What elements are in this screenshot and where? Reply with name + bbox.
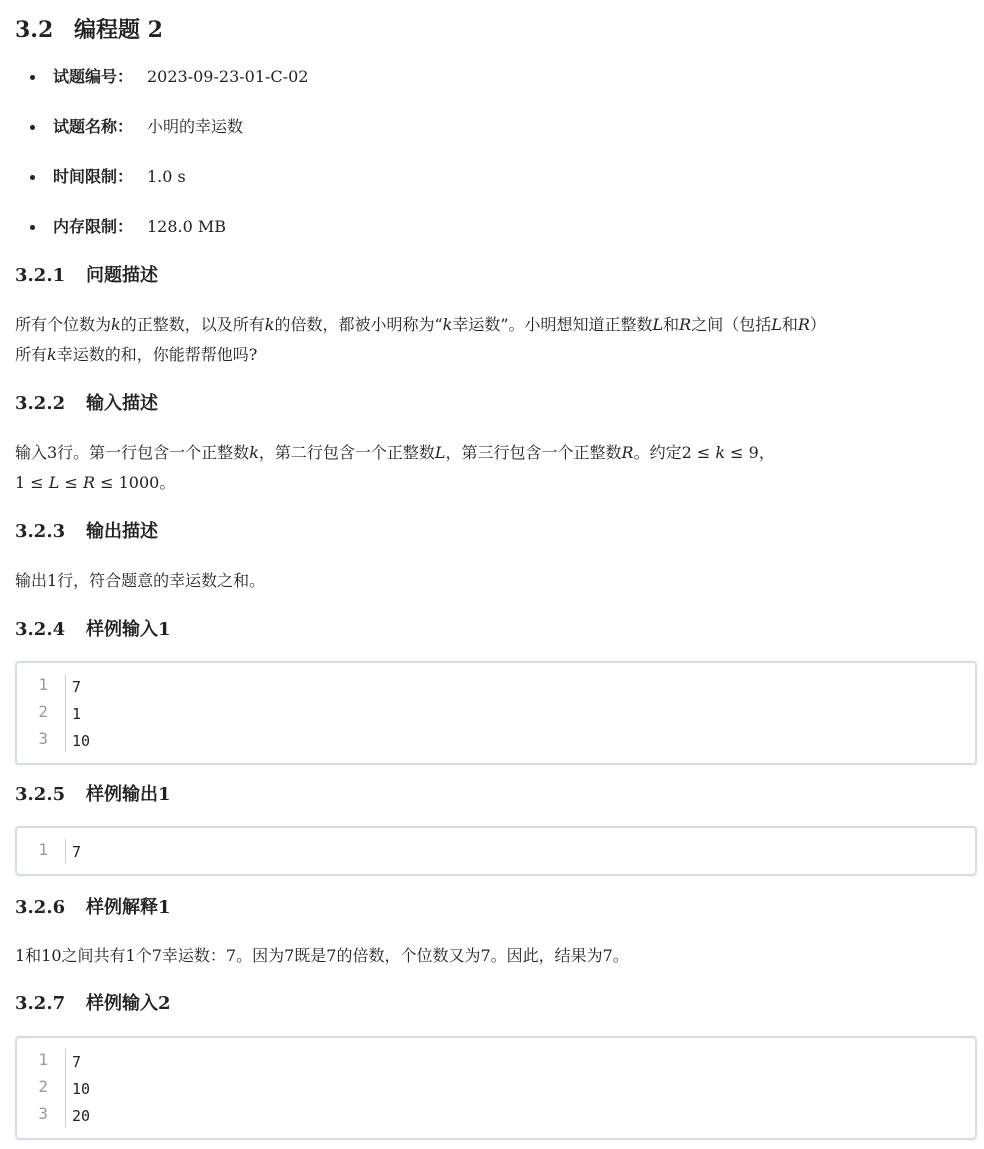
math-k: k bbox=[442, 315, 453, 334]
math-range: ≤ bbox=[59, 473, 83, 492]
section-heading bbox=[15, 14, 163, 46]
code-line bbox=[17, 1073, 975, 1100]
subsection-title: 样例解释1 bbox=[86, 897, 171, 918]
meta-key: 试题编号 bbox=[53, 67, 118, 86]
meta-value: 128.0 MB bbox=[147, 217, 227, 236]
line-number: 1 bbox=[38, 1050, 48, 1069]
math-range: ≤ 9 bbox=[725, 443, 759, 462]
text: 之间（包括 bbox=[691, 315, 772, 334]
text: 幸运数”。小明想知道正整数 bbox=[452, 315, 653, 334]
subsection-title: 输入描述 bbox=[86, 393, 158, 414]
text: 输入3行。第一行包含一个正整数 bbox=[15, 443, 250, 462]
math-range: ≤ 1000 bbox=[95, 473, 160, 492]
text: 和 bbox=[781, 315, 798, 334]
subsection-number: 3.2.4 bbox=[15, 619, 66, 640]
section-number: 3.2 bbox=[15, 17, 54, 43]
input-description bbox=[15, 438, 975, 498]
code-text: 10 bbox=[72, 732, 91, 750]
line-number: 1 bbox=[38, 675, 48, 694]
code-block-sample-input-2 bbox=[15, 1036, 977, 1140]
meta-sep: ： bbox=[117, 217, 134, 236]
subsection-heading-sample-input-2 bbox=[15, 991, 171, 1017]
line-number: 3 bbox=[38, 729, 48, 748]
output-description: 输出1行，符合题意的幸运数之和。 bbox=[15, 571, 266, 590]
code-text: 10 bbox=[72, 1080, 91, 1098]
code-text: 7 bbox=[72, 1053, 82, 1071]
subsection-title: 问题描述 bbox=[86, 265, 158, 286]
math-L: L bbox=[48, 473, 60, 492]
meta-value: 2023-09-23-01-C-02 bbox=[147, 67, 309, 86]
code-text: 7 bbox=[72, 678, 82, 696]
code-block-sample-input-1 bbox=[15, 661, 977, 765]
text: 和 bbox=[663, 315, 680, 334]
code-text: 1 bbox=[72, 705, 82, 723]
subsection-title: 样例输出1 bbox=[86, 784, 171, 805]
gutter-divider bbox=[65, 674, 66, 752]
text: 所有 bbox=[15, 345, 48, 364]
math-k: k bbox=[264, 315, 275, 334]
meta-key: 时间限制 bbox=[53, 167, 118, 186]
subsection-title: 输出描述 bbox=[86, 521, 158, 542]
meta-key: 内存限制 bbox=[53, 217, 118, 236]
subsection-heading-output bbox=[15, 519, 158, 545]
problem-description bbox=[15, 310, 975, 370]
bullet bbox=[30, 225, 35, 230]
subsection-number: 3.2.6 bbox=[15, 897, 66, 918]
subsection-title: 样例输入1 bbox=[86, 619, 171, 640]
code-line bbox=[17, 1046, 975, 1073]
text: 。约定 bbox=[633, 443, 682, 462]
math-k: k bbox=[715, 443, 726, 462]
meta-value: 小明的幸运数 bbox=[147, 117, 244, 136]
code-block-sample-output-1 bbox=[15, 826, 977, 876]
section-title: 编程题 2 bbox=[74, 17, 163, 43]
bullet bbox=[30, 75, 35, 80]
text: 的倍数，都被小明称为“ bbox=[274, 315, 443, 334]
line-number: 2 bbox=[38, 702, 48, 721]
text: 所有个位数为 bbox=[15, 315, 112, 334]
code-line bbox=[17, 725, 975, 752]
math-R: R bbox=[82, 473, 96, 492]
math-k: k bbox=[111, 315, 121, 334]
meta-sep: ： bbox=[117, 117, 134, 136]
text: ，第三行包含一个正整数 bbox=[445, 443, 622, 462]
subsection-number: 3.2.5 bbox=[15, 784, 66, 805]
math-R: R bbox=[797, 315, 810, 334]
subsection-number: 3.2.7 bbox=[15, 993, 66, 1014]
subsection-heading-explanation-1 bbox=[15, 895, 171, 921]
math-R: R bbox=[621, 443, 634, 462]
meta-value: 1.0 s bbox=[147, 167, 186, 186]
code-line bbox=[17, 698, 975, 725]
code-line bbox=[17, 1100, 975, 1127]
line-number: 2 bbox=[38, 1077, 48, 1096]
subsection-heading-problem bbox=[15, 263, 158, 289]
text: ，第二行包含一个正整数 bbox=[258, 443, 435, 462]
meta-sep: ： bbox=[117, 67, 134, 86]
math-range: 2 ≤ bbox=[681, 443, 716, 462]
math-L: L bbox=[434, 443, 446, 462]
code-text: 20 bbox=[72, 1107, 91, 1125]
text: 幸运数的和，你能帮帮他吗? bbox=[56, 345, 258, 364]
gutter-divider bbox=[65, 1049, 66, 1127]
math-range: 1 ≤ bbox=[15, 473, 49, 492]
subsection-heading-sample-output-1 bbox=[15, 782, 171, 808]
code-text: 7 bbox=[72, 843, 82, 861]
text: ） bbox=[809, 315, 826, 334]
subsection-heading-input bbox=[15, 391, 158, 417]
bullet bbox=[30, 175, 35, 180]
subsection-number: 3.2.2 bbox=[15, 393, 66, 414]
subsection-heading-sample-input-1 bbox=[15, 617, 171, 643]
line-number: 3 bbox=[38, 1104, 48, 1123]
text: 。 bbox=[159, 473, 176, 492]
math-k: k bbox=[47, 345, 57, 364]
bullet bbox=[30, 125, 35, 130]
subsection-title: 样例输入2 bbox=[86, 993, 171, 1014]
text: 的正整数，以及所有 bbox=[120, 315, 265, 334]
gutter-divider bbox=[65, 839, 66, 863]
code-line bbox=[17, 671, 975, 698]
math-L: L bbox=[652, 315, 664, 334]
math-k: k bbox=[249, 443, 259, 462]
meta-sep: ： bbox=[117, 167, 134, 186]
line-number: 1 bbox=[38, 840, 48, 859]
meta-key: 试题名称 bbox=[53, 117, 118, 136]
text: ， bbox=[758, 443, 775, 462]
math-R: R bbox=[679, 315, 692, 334]
code-line bbox=[17, 836, 975, 863]
sample-explanation: 1和10之间共有1个7幸运数：7。因为7既是7的倍数，个位数又为7。因此，结果为7。 bbox=[15, 946, 629, 965]
subsection-number: 3.2.3 bbox=[15, 521, 66, 542]
subsection-number: 3.2.1 bbox=[15, 265, 66, 286]
math-L: L bbox=[771, 315, 782, 334]
